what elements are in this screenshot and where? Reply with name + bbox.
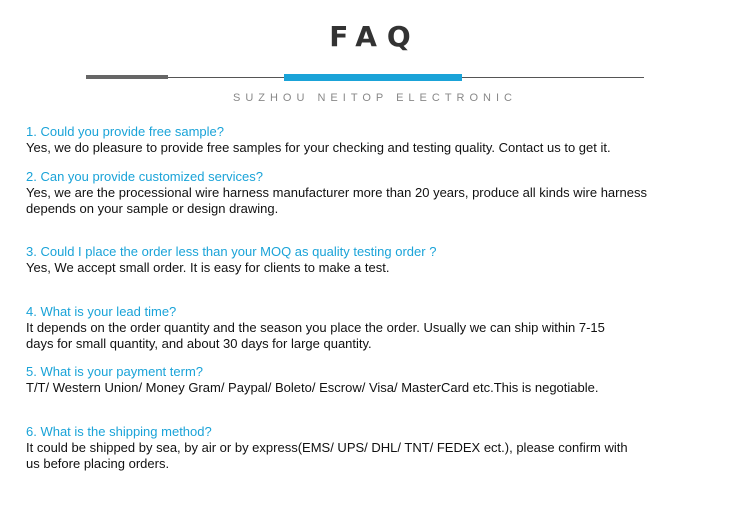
faq-answer-line: Yes, we are the processional wire harness manufacturer more than 20 years, produce all kinds wire harness xyxy=(26,185,647,200)
faq-question: 1. Could you provide free sample? xyxy=(26,124,225,139)
faq-answer-line: It could be shipped by sea, by air or by express(EMS/ UPS/ DHL/ TNT/ FEDEX ect.), please confirm with xyxy=(26,440,628,455)
faq-item xyxy=(26,424,726,472)
faq-question: 5. What is your payment term? xyxy=(26,364,204,379)
faq-question: 3. Could I place the order less than your MOQ as quality testing order ? xyxy=(26,244,437,259)
faq-answer-line: Yes, we do pleasure to provide free samples for your checking and testing quality. Contact us to get it. xyxy=(26,140,611,155)
faq-item xyxy=(26,304,726,352)
faq-answer-line: days for small quantity, and about 30 days for large quantity. xyxy=(26,336,372,351)
faq-item xyxy=(26,244,726,276)
faq-item xyxy=(26,364,726,396)
title-divider-center-accent xyxy=(284,74,462,81)
page-title: FAQ xyxy=(329,20,421,53)
faq-answer-line: It depends on the order quantity and the season you place the order. Usually we can ship within 7-15 xyxy=(26,320,605,335)
faq-answer-line: us before placing orders. xyxy=(26,456,170,471)
faq-item xyxy=(26,124,726,156)
faq-question: 2. Can you provide customized services? xyxy=(26,169,264,184)
faq-question: 4. What is your lead time? xyxy=(26,304,177,319)
title-divider-left-accent xyxy=(86,75,168,79)
faq-item xyxy=(26,169,726,217)
faq-answer-line: Yes, We accept small order. It is easy for clients to make a test. xyxy=(26,260,390,275)
faq-question: 6. What is the shipping method? xyxy=(26,424,212,439)
faq-answer-line: depends on your sample or design drawing. xyxy=(26,201,279,216)
company-subtitle: SUZHOU NEITOP ELECTRONIC xyxy=(232,92,517,104)
faq-answer-line: T/T/ Western Union/ Money Gram/ Paypal/ Boleto/ Escrow/ Visa/ MasterCard etc.This is negotiable. xyxy=(26,380,599,395)
